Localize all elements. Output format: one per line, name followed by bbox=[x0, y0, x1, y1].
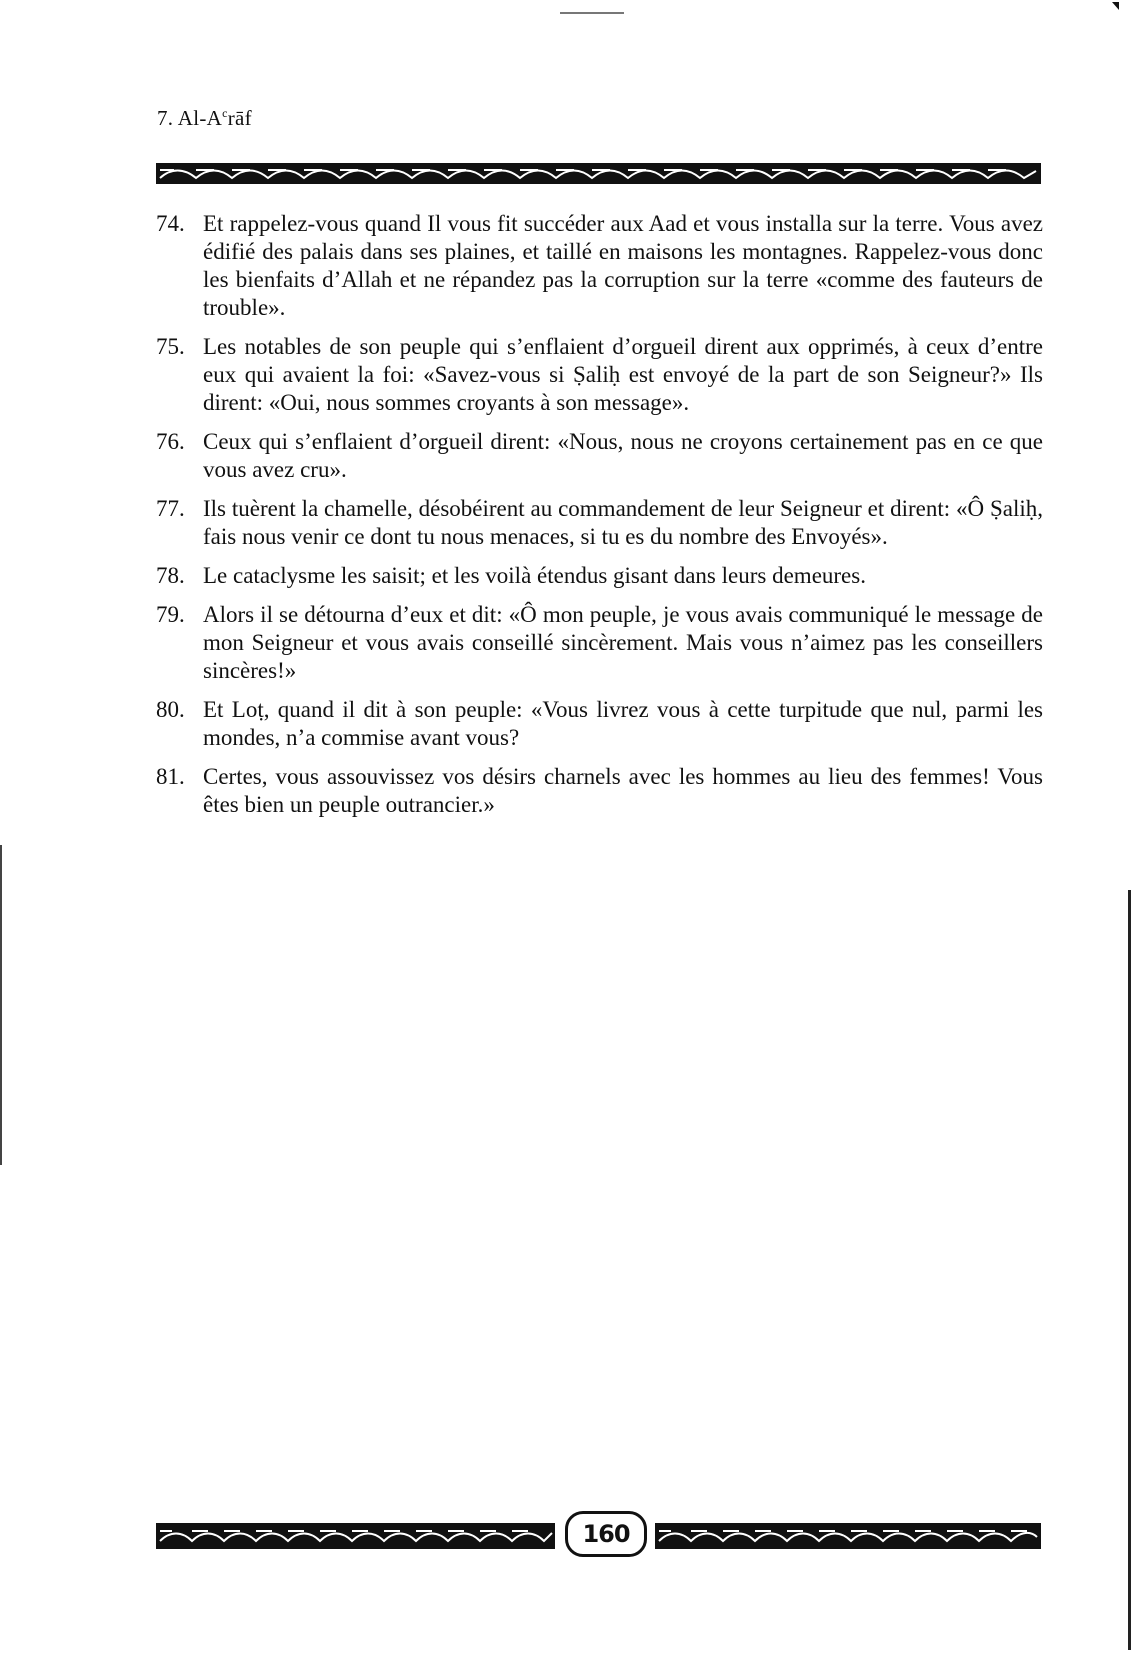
verse-list bbox=[156, 210, 1043, 830]
verse-item bbox=[156, 495, 1043, 551]
page-number-badge bbox=[565, 1511, 647, 1557]
verse-number: 79. bbox=[156, 602, 185, 627]
verse-item bbox=[156, 428, 1043, 484]
verse-number: 77. bbox=[156, 496, 185, 521]
verse-text: Ils tuèrent la chamelle, désobéirent au commandement de leur Seigneur et dirent: «Ô Ṣaliḥ, fais nous venir ce dont tu nous menaces, si tu es du nombre des Envoyés». bbox=[203, 496, 1043, 549]
verse-text: Et Loṭ, quand il dit à son peuple: «Vous livrez vous à cette turpitude que nul, parmi les mondes, n’a commise avant vous? bbox=[203, 697, 1043, 750]
verse-item bbox=[156, 601, 1043, 685]
ornamental-top-band bbox=[156, 163, 1041, 184]
ornamental-pattern-top bbox=[156, 163, 1041, 184]
verse-text: Les notables de son peuple qui s’enflaient d’orgueil dirent aux opprimés, à ceux d’entre eux qui avaient la foi: «Savez-vous si Ṣaliḥ est envoyé de la part de son Seigneur?» Ils dirent: «Oui, nous sommes croyants à son message». bbox=[203, 334, 1043, 415]
verse-number: 76. bbox=[156, 429, 185, 454]
verse-number: 81. bbox=[156, 764, 185, 789]
corner-mark bbox=[1112, 2, 1119, 10]
ornamental-bottom-band-left bbox=[156, 1523, 555, 1549]
verse-item bbox=[156, 763, 1043, 819]
running-head-text: 7. Al-A bbox=[157, 106, 223, 130]
verse-item bbox=[156, 210, 1043, 322]
verse-text: Ceux qui s’enflaient d’orgueil dirent: «Nous, nous ne croyons certainement pas en ce que vous avez cru». bbox=[203, 429, 1043, 482]
running-head-sup: c bbox=[222, 106, 228, 120]
top-rule bbox=[560, 12, 624, 14]
ornamental-pattern-bottom-left bbox=[156, 1523, 555, 1549]
verse-number: 80. bbox=[156, 697, 185, 722]
right-edge-line bbox=[1128, 890, 1131, 1650]
verse-text: Certes, vous assouvissez vos désirs charnels avec les hommes au lieu des femmes! Vous êtes bien un peuple outrancier.» bbox=[203, 764, 1043, 817]
left-edge-line bbox=[0, 845, 2, 1165]
verse-item bbox=[156, 696, 1043, 752]
verse-item bbox=[156, 562, 1043, 590]
running-head bbox=[157, 106, 252, 131]
ornamental-bottom-band-right bbox=[655, 1523, 1041, 1549]
verse-text: Alors il se détourna d’eux et dit: «Ô mon peuple, je vous avais communiqué le message de mon Seigneur et vous avais conseillé sincèrement. Mais vous n’aimez pas les conseillers sincères!» bbox=[203, 602, 1043, 683]
verse-number: 75. bbox=[156, 334, 185, 359]
page-number: 160 bbox=[582, 1520, 630, 1548]
running-head-tail: rāf bbox=[227, 106, 252, 130]
verse-number: 74. bbox=[156, 211, 185, 236]
ornamental-pattern-bottom-right bbox=[655, 1523, 1041, 1549]
verse-text: Et rappelez-vous quand Il vous fit succéder aux Aad et vous installa sur la terre. Vous avez édifié des palais dans ses plaines, et taillé en maisons les montagnes. Rappelez-vous donc les bienfaits d’Allah et ne répandez pas la corruption sur la terre «comme des fauteurs de trouble». bbox=[203, 211, 1043, 320]
verse-item bbox=[156, 333, 1043, 417]
verse-number: 78. bbox=[156, 563, 185, 588]
verse-text: Le cataclysme les saisit; et les voilà étendus gisant dans leurs demeures. bbox=[203, 563, 866, 588]
